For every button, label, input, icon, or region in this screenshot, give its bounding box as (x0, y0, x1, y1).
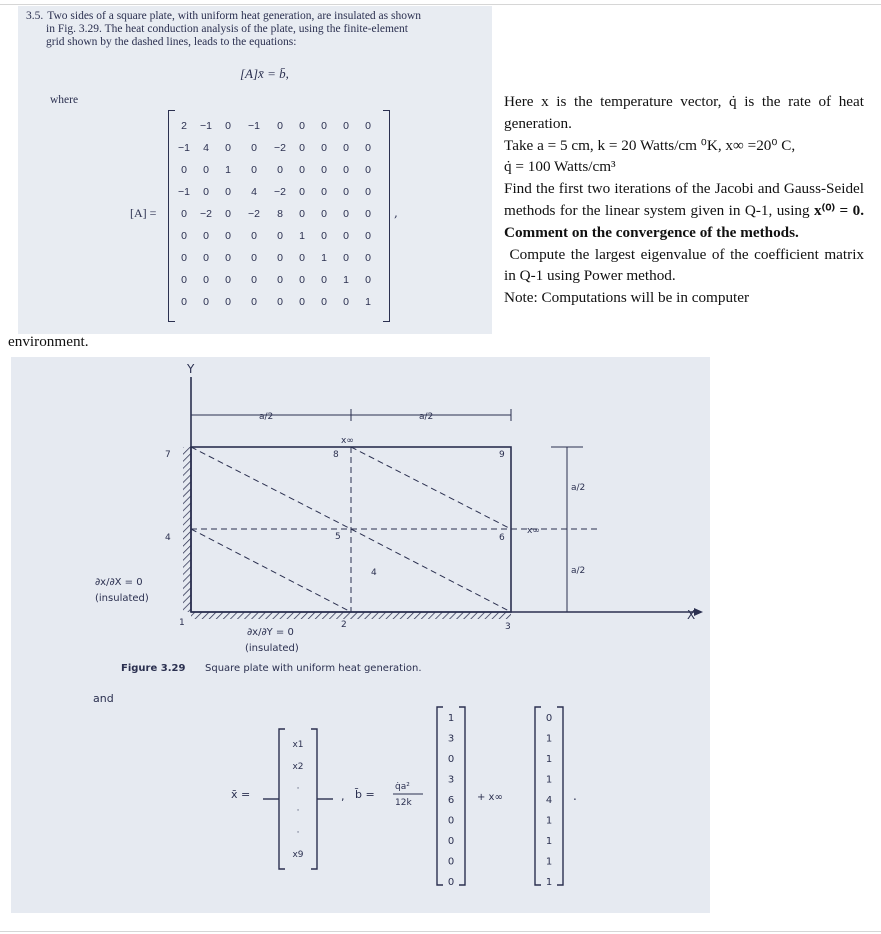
note-text: Note: Computations will be in computer (504, 289, 750, 307)
x-axis-arrow (694, 608, 703, 616)
matrix-row (180, 116, 384, 137)
matrix-cell: 1 (365, 296, 371, 308)
note-text: Comment on the convergence of the methods. (504, 223, 799, 241)
matrix-cell: −2 (248, 208, 260, 220)
figure-caption-text: Square plate with uniform heat generation. (205, 663, 422, 674)
matrix-row (180, 292, 384, 313)
matrix-cell: 0 (203, 186, 209, 198)
matrix-cell: 0 (225, 120, 231, 132)
matrix-cell: 0 (365, 186, 371, 198)
xvec-entries (292, 740, 303, 860)
left-bc-note: (insulated) (95, 593, 149, 604)
matrix-cell: 0 (321, 186, 327, 198)
bottom-bc: ∂x/∂Y = 0 (247, 627, 294, 638)
matrix-cell: 0 (321, 208, 327, 220)
matrix-cell: 0 (321, 230, 327, 242)
xvec-brackets (263, 729, 333, 869)
matrix-cell: 0 (203, 252, 209, 264)
matrix-cell: 0 (277, 274, 283, 286)
matrix-row (180, 204, 384, 225)
matrix-cell: 0 (365, 120, 371, 132)
matrix-cell: 0 (321, 296, 327, 308)
matrix-cell: 0 (299, 120, 305, 132)
matrix-cell: 1 (225, 164, 231, 176)
question-notes (504, 91, 864, 309)
matrix-cell: 0 (321, 164, 327, 176)
matrix-cell: 0 (277, 296, 283, 308)
vector-entry: 0 (447, 815, 455, 827)
matrix-cell: 0 (225, 186, 231, 198)
note-text: Here x is the temperature vector, q̇ is the rate of heat generation. (504, 93, 864, 132)
matrix-cell: 2 (181, 120, 187, 132)
dim-label-a2: a/2 (571, 566, 586, 576)
bvec1-entries (448, 713, 454, 888)
matrix-cell: 0 (277, 230, 283, 242)
x-inf-label: x∞ (527, 526, 540, 536)
matrix-cell: 0 (251, 252, 257, 264)
matrix-cell: 0 (365, 252, 371, 264)
vector-entry: · (296, 784, 300, 794)
matrix-cell: 0 (277, 120, 283, 132)
vector-entry: · (296, 828, 300, 838)
matrix-cell: 0 (251, 164, 257, 176)
matrix-cell: 0 (343, 296, 349, 308)
node-label: 9 (499, 450, 505, 460)
xvec-label: x̄ = (231, 788, 251, 801)
matrix-cell: 0 (299, 274, 305, 286)
matrix-cell: 0 (251, 230, 257, 242)
vector-entry: 0 (447, 754, 455, 765)
matrix-cell: −2 (274, 142, 286, 154)
matrix-cell: 0 (277, 252, 283, 264)
node-label: 4 (371, 568, 377, 578)
coefficient-matrix (168, 110, 390, 320)
vector-entry: 1 (545, 774, 553, 786)
bottom-insulation (191, 612, 511, 619)
problem-number: 3.5. (26, 10, 44, 22)
matrix-row (180, 138, 384, 159)
matrix-row (180, 270, 384, 291)
matrix-cell: 0 (225, 208, 231, 220)
matrix-cell: 0 (203, 230, 209, 242)
vector-entry: 1 (447, 713, 455, 724)
matrix-cell: 0 (343, 230, 349, 242)
vector-entry: · (296, 806, 300, 816)
problem-scan (18, 6, 492, 334)
matrix-cell: 0 (203, 296, 209, 308)
comma: , (341, 790, 345, 803)
bvec-factor-num: q̇a² (395, 782, 410, 792)
vector-entry: x9 (292, 850, 304, 860)
vector-entry: 1 (545, 815, 553, 827)
matrix-cell: 0 (251, 142, 257, 154)
vector-entry: 3 (447, 774, 455, 786)
note-text: Take a = 5 cm, k = 20 Watts/cm ⁰K, x∞ =20⁰ C, (504, 136, 796, 154)
matrix-row (180, 160, 384, 181)
matrix-cell: −2 (274, 186, 286, 198)
matrix-cell: 0 (321, 274, 327, 286)
plate-figure (11, 357, 710, 913)
matrix-cell: 0 (225, 274, 231, 286)
matrix-cell: 0 (251, 296, 257, 308)
matrix-cell: 0 (299, 296, 305, 308)
problem-line: in Fig. 3.29. The heat conduction analysis of the plate, using the finite-element (46, 23, 408, 35)
dim-label-a2: a/2 (571, 483, 586, 493)
where-label: where (50, 94, 79, 106)
vector-entry: 1 (545, 733, 553, 745)
matrix-cell: 0 (343, 208, 349, 220)
vector-entry: 3 (447, 733, 455, 745)
node-label: 8 (333, 450, 339, 460)
vector-entry: 0 (545, 713, 553, 724)
matrix-cell: 0 (203, 274, 209, 286)
y-axis-label: Y (187, 362, 195, 376)
matrix-cell: 0 (225, 230, 231, 242)
note-line-2 (504, 135, 864, 157)
node-label: 2 (341, 620, 347, 630)
matrix-cell: −2 (200, 208, 212, 220)
matrix-cell: −1 (178, 186, 190, 198)
matrix-row (180, 182, 384, 203)
matrix-cell: 0 (321, 142, 327, 154)
system-equation: [A]x̄ = b̄, (240, 66, 289, 81)
matrix-cell: 0 (299, 142, 305, 154)
matrix-cell: 1 (299, 230, 305, 242)
matrix-cell: 0 (365, 142, 371, 154)
top-border (0, 4, 881, 5)
matrix-cell: 1 (321, 252, 327, 264)
note-line-4 (504, 178, 864, 243)
matrix-cell: 1 (343, 274, 349, 286)
matrix-bracket-right (383, 110, 390, 322)
matrix-cell: 0 (343, 252, 349, 264)
node-label: 1 (179, 618, 185, 628)
node-label: 5 (335, 532, 341, 542)
vector-entry: 1 (545, 836, 553, 847)
dim-label-a2: a/2 (419, 412, 434, 422)
matrix-cell: 0 (251, 274, 257, 286)
matrix-cell: 0 (343, 120, 349, 132)
matrix-cell: 0 (343, 142, 349, 154)
left-insulation (183, 447, 191, 612)
matrix-cell: 0 (203, 164, 209, 176)
left-bc: ∂x/∂X = 0 (95, 577, 143, 588)
bvec2-entries (546, 713, 552, 888)
matrix-cell: 0 (225, 142, 231, 154)
note-line-3 (504, 156, 864, 178)
matrix-cell: 0 (365, 208, 371, 220)
vector-entry: 1 (545, 877, 553, 888)
matrix-cell: 0 (181, 230, 187, 242)
matrix-row (180, 226, 384, 247)
matrix-cell: −1 (178, 142, 190, 154)
figure-scan (11, 357, 710, 913)
end-dot: . (573, 789, 577, 803)
matrix-cell: 4 (203, 142, 209, 154)
x-axis-label: X (687, 608, 696, 622)
vector-entry: 4 (545, 795, 553, 806)
matrix-end-comma: , (394, 206, 398, 220)
vector-entry: 1 (545, 754, 553, 765)
note-text: q̇ = 100 Watts/cm³ (504, 158, 616, 176)
matrix-cell: 8 (277, 208, 283, 220)
matrix-cell: 0 (365, 274, 371, 286)
note-text: Compute the largest eigenvalue of the coefficient matrix in Q-1 using Power method. (504, 245, 865, 285)
matrix-cell: 0 (181, 208, 187, 220)
dim-label-a2: a/2 (259, 412, 274, 422)
vector-entry: 0 (447, 877, 455, 888)
note-line-6 (504, 287, 864, 309)
matrix-row (180, 248, 384, 269)
problem-line: grid shown by the dashed lines, leads to the equations: (46, 36, 297, 48)
vector-entry: x2 (292, 762, 304, 772)
vector-entry: 1 (545, 856, 553, 868)
bottom-bc-note: (insulated) (245, 643, 299, 654)
problem-line: Two sides of a square plate, with uniform heat generation, are insulated as shown (47, 10, 422, 22)
x-inf-label: x∞ (341, 436, 354, 446)
matrix-cell: 0 (365, 230, 371, 242)
and-label: and (93, 692, 114, 705)
node-label: 7 (165, 450, 171, 460)
matrix-cell: 0 (181, 252, 187, 264)
problem-statement (26, 10, 486, 49)
vector-entry: x1 (292, 740, 304, 750)
matrix-cell: 0 (181, 164, 187, 176)
bvec-factor-den: 12k (395, 798, 412, 808)
note-text: Find the first two iterations of the Jacobi and Gauss-Seidel methods for the linear system given in Q-1, using (504, 180, 864, 219)
bottom-border (0, 931, 881, 932)
vector-entry: 0 (447, 856, 455, 868)
initial-guess: x⁽⁰⁾ = 0. (814, 201, 865, 219)
node-label: 6 (499, 533, 505, 543)
bvec-label: b̄ = (355, 788, 375, 801)
note-line-7: environment. (8, 333, 89, 350)
matrix-cell: 0 (299, 164, 305, 176)
node-label: 3 (505, 622, 511, 632)
matrix-cell: 0 (365, 164, 371, 176)
matrix-cell: 0 (225, 252, 231, 264)
node-label: 4 (165, 533, 171, 543)
matrix-cell: 0 (181, 296, 187, 308)
matrix-cell: 0 (321, 120, 327, 132)
matrix-cell: −1 (200, 120, 212, 132)
matrix-cell: 0 (343, 186, 349, 198)
note-line-5 (504, 244, 864, 288)
matrix-cell: 0 (299, 208, 305, 220)
matrix-cell: 0 (277, 164, 283, 176)
matrix-cell: 0 (225, 296, 231, 308)
matrix-cell: 0 (299, 186, 305, 198)
matrix-cell: 0 (299, 252, 305, 264)
figure-caption-label: Figure 3.29 (121, 663, 186, 674)
matrix-cell: 4 (251, 186, 257, 198)
vector-entry: 6 (447, 795, 455, 806)
matrix-cell: 0 (343, 164, 349, 176)
matrix-cell: −1 (248, 120, 260, 132)
matrix-cell: 0 (181, 274, 187, 286)
vector-entry: 0 (447, 836, 455, 847)
plus-xinf: + x∞ (477, 792, 503, 803)
note-line-1 (504, 91, 864, 135)
matrix-label: [A] = (130, 206, 157, 220)
